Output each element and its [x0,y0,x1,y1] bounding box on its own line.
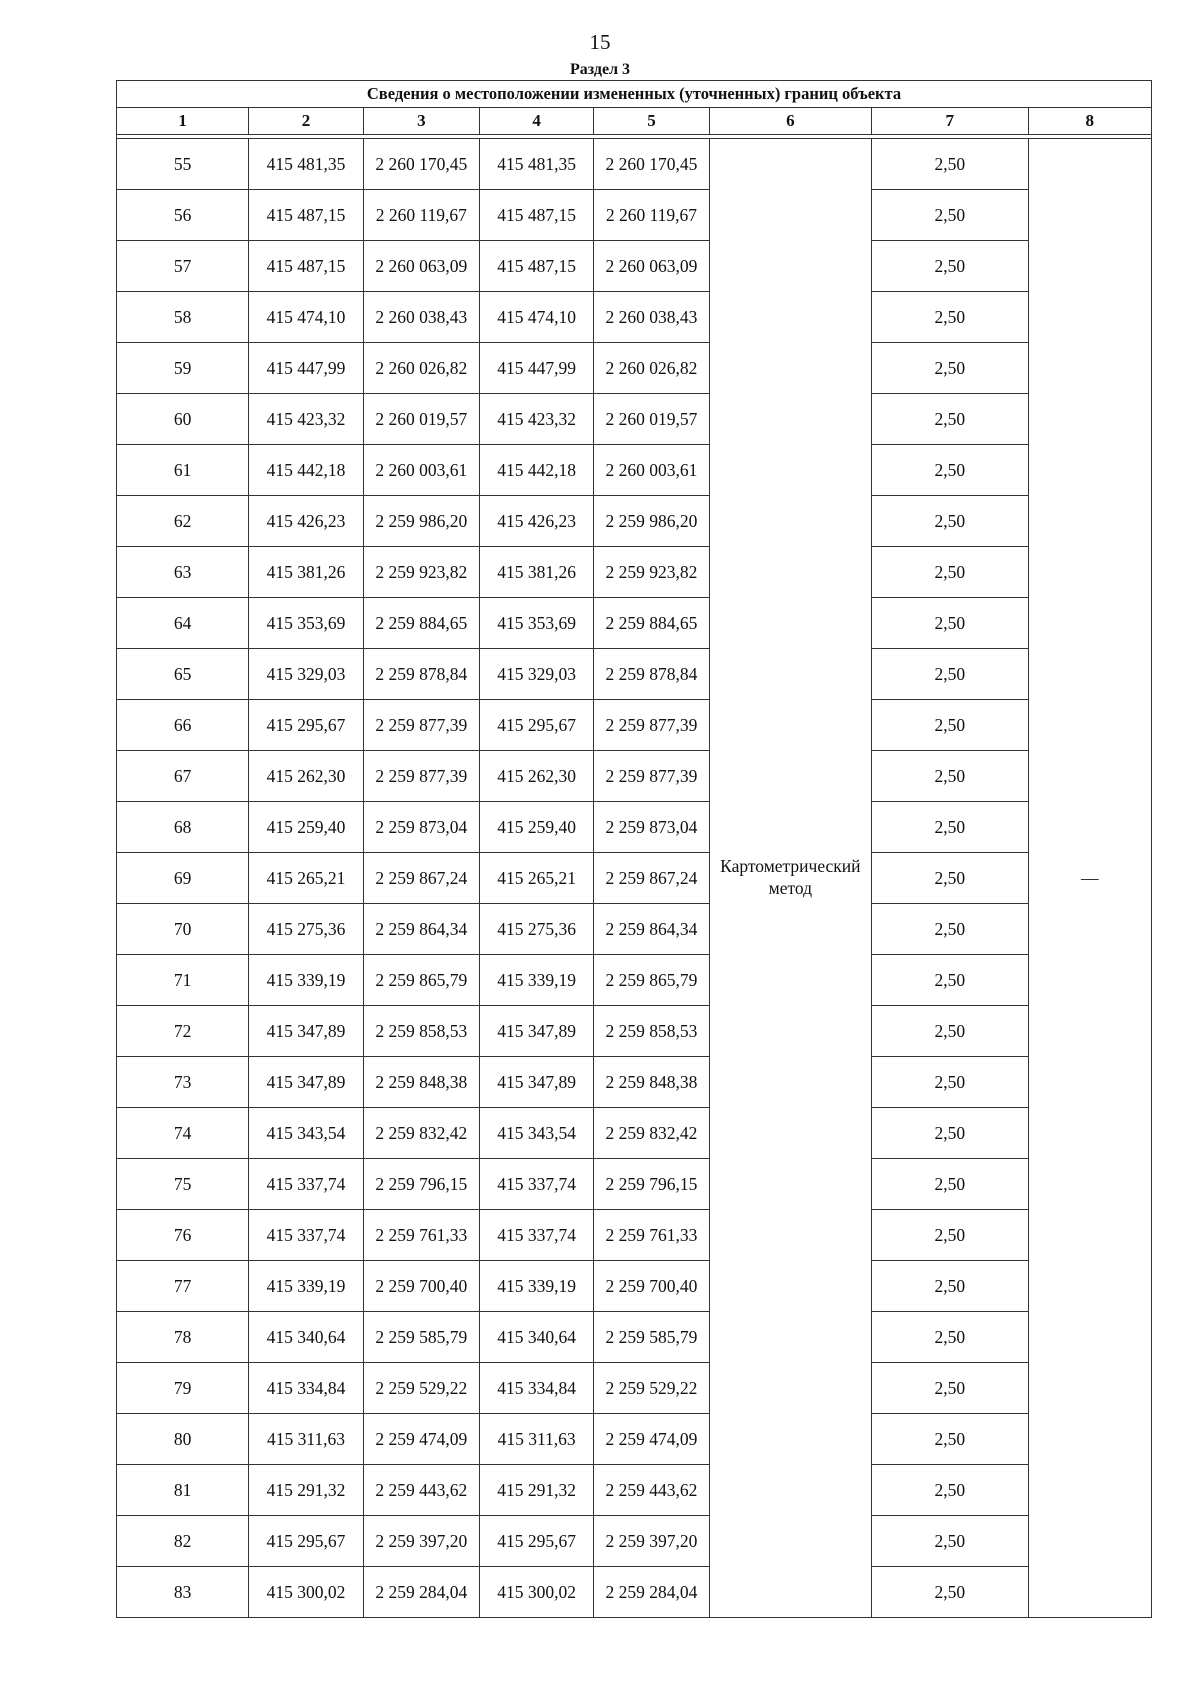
y-coordinate-existing-cell: 2 259 884,65 [363,598,479,649]
accuracy-cell: 2,50 [872,1006,1028,1057]
boundary-coordinates-table [116,80,1152,1618]
accuracy-cell: 2,50 [872,904,1028,955]
accuracy-cell: 2,50 [872,496,1028,547]
y-coordinate-existing-cell: 2 260 063,09 [363,241,479,292]
accuracy-cell: 2,50 [872,1363,1028,1414]
x-coordinate-updated-cell: 415 295,67 [479,700,593,751]
point-number-cell: 77 [117,1261,249,1312]
point-number-cell: 72 [117,1006,249,1057]
x-coordinate-existing-cell: 415 423,32 [249,394,363,445]
accuracy-cell: 2,50 [872,1261,1028,1312]
column-number: 6 [709,108,871,135]
y-coordinate-existing-cell: 2 259 529,22 [363,1363,479,1414]
table-row [117,853,1152,904]
point-number-cell: 59 [117,343,249,394]
point-number-cell: 82 [117,1516,249,1567]
point-number-cell: 61 [117,445,249,496]
table-row [117,190,1152,241]
y-coordinate-existing-cell: 2 259 867,24 [363,853,479,904]
y-coordinate-existing-cell: 2 259 848,38 [363,1057,479,1108]
y-coordinate-existing-cell: 2 259 443,62 [363,1465,479,1516]
y-coordinate-existing-cell: 2 259 923,82 [363,547,479,598]
point-number-cell: 55 [117,139,249,190]
y-coordinate-updated-cell: 2 260 119,67 [594,190,709,241]
accuracy-cell: 2,50 [872,343,1028,394]
x-coordinate-existing-cell: 415 329,03 [249,649,363,700]
table-row [117,496,1152,547]
y-coordinate-existing-cell: 2 259 864,34 [363,904,479,955]
x-coordinate-existing-cell: 415 339,19 [249,955,363,1006]
y-coordinate-updated-cell: 2 259 474,09 [594,1414,709,1465]
point-number-cell: 76 [117,1210,249,1261]
accuracy-cell: 2,50 [872,139,1028,190]
x-coordinate-existing-cell: 415 347,89 [249,1057,363,1108]
x-coordinate-updated-cell: 415 339,19 [479,1261,593,1312]
x-coordinate-updated-cell: 415 340,64 [479,1312,593,1363]
accuracy-cell: 2,50 [872,190,1028,241]
table-row [117,1414,1152,1465]
point-number-cell: 74 [117,1108,249,1159]
x-coordinate-updated-cell: 415 259,40 [479,802,593,853]
y-coordinate-updated-cell: 2 259 865,79 [594,955,709,1006]
x-coordinate-updated-cell: 415 381,26 [479,547,593,598]
accuracy-cell: 2,50 [872,853,1028,904]
point-number-cell: 56 [117,190,249,241]
y-coordinate-existing-cell: 2 260 119,67 [363,190,479,241]
y-coordinate-existing-cell: 2 260 026,82 [363,343,479,394]
y-coordinate-existing-cell: 2 259 796,15 [363,1159,479,1210]
method-cell: Картометрический метод [709,139,871,1618]
y-coordinate-updated-cell: 2 259 284,04 [594,1567,709,1618]
accuracy-cell: 2,50 [872,292,1028,343]
table-row [117,1465,1152,1516]
x-coordinate-existing-cell: 415 275,36 [249,904,363,955]
y-coordinate-updated-cell: 2 259 923,82 [594,547,709,598]
x-coordinate-updated-cell: 415 275,36 [479,904,593,955]
accuracy-cell: 2,50 [872,394,1028,445]
table-row [117,1312,1152,1363]
table-row [117,700,1152,751]
table-caption: Сведения о местоположении измененных (уточненных) границ объекта [117,81,1152,108]
table-row [117,751,1152,802]
table-row [117,445,1152,496]
accuracy-cell: 2,50 [872,802,1028,853]
point-number-cell: 71 [117,955,249,1006]
x-coordinate-existing-cell: 415 442,18 [249,445,363,496]
x-coordinate-updated-cell: 415 447,99 [479,343,593,394]
x-coordinate-updated-cell: 415 334,84 [479,1363,593,1414]
y-coordinate-existing-cell: 2 259 877,39 [363,700,479,751]
x-coordinate-existing-cell: 415 295,67 [249,1516,363,1567]
x-coordinate-updated-cell: 415 295,67 [479,1516,593,1567]
x-coordinate-updated-cell: 415 474,10 [479,292,593,343]
point-number-cell: 83 [117,1567,249,1618]
x-coordinate-existing-cell: 415 347,89 [249,1006,363,1057]
table-row [117,1006,1152,1057]
x-coordinate-updated-cell: 415 339,19 [479,955,593,1006]
x-coordinate-updated-cell: 415 311,63 [479,1414,593,1465]
x-coordinate-existing-cell: 415 487,15 [249,190,363,241]
y-coordinate-updated-cell: 2 259 796,15 [594,1159,709,1210]
y-coordinate-existing-cell: 2 259 877,39 [363,751,479,802]
y-coordinate-existing-cell: 2 259 865,79 [363,955,479,1006]
column-number: 8 [1028,108,1152,135]
table-row [117,139,1152,190]
point-number-cell: 75 [117,1159,249,1210]
x-coordinate-existing-cell: 415 340,64 [249,1312,363,1363]
page-number: 15 [589,30,611,54]
x-coordinate-existing-cell: 415 291,32 [249,1465,363,1516]
table-row [117,649,1152,700]
x-coordinate-updated-cell: 415 262,30 [479,751,593,802]
accuracy-cell: 2,50 [872,1057,1028,1108]
accuracy-cell: 2,50 [872,1465,1028,1516]
table-row [117,1210,1152,1261]
point-number-cell: 58 [117,292,249,343]
table-row [117,343,1152,394]
y-coordinate-existing-cell: 2 259 284,04 [363,1567,479,1618]
y-coordinate-updated-cell: 2 259 848,38 [594,1057,709,1108]
y-coordinate-updated-cell: 2 259 867,24 [594,853,709,904]
y-coordinate-existing-cell: 2 260 170,45 [363,139,479,190]
column-8-dash-cell: — [1028,139,1152,1618]
x-coordinate-existing-cell: 415 300,02 [249,1567,363,1618]
point-number-cell: 78 [117,1312,249,1363]
x-coordinate-existing-cell: 415 381,26 [249,547,363,598]
accuracy-cell: 2,50 [872,445,1028,496]
x-coordinate-updated-cell: 415 291,32 [479,1465,593,1516]
y-coordinate-updated-cell: 2 260 019,57 [594,394,709,445]
x-coordinate-existing-cell: 415 337,74 [249,1210,363,1261]
point-number-cell: 81 [117,1465,249,1516]
y-coordinate-updated-cell: 2 259 877,39 [594,751,709,802]
x-coordinate-existing-cell: 415 262,30 [249,751,363,802]
point-number-cell: 79 [117,1363,249,1414]
accuracy-cell: 2,50 [872,241,1028,292]
point-number-cell: 66 [117,700,249,751]
point-number-cell: 70 [117,904,249,955]
x-coordinate-updated-cell: 415 347,89 [479,1006,593,1057]
y-coordinate-updated-cell: 2 260 170,45 [594,139,709,190]
accuracy-cell: 2,50 [872,1210,1028,1261]
y-coordinate-existing-cell: 2 259 761,33 [363,1210,479,1261]
column-number: 1 [117,108,249,135]
accuracy-cell: 2,50 [872,1567,1028,1618]
y-coordinate-updated-cell: 2 260 038,43 [594,292,709,343]
point-number-cell: 57 [117,241,249,292]
table-row [117,547,1152,598]
x-coordinate-existing-cell: 415 426,23 [249,496,363,547]
column-number: 4 [479,108,593,135]
point-number-cell: 62 [117,496,249,547]
y-coordinate-updated-cell: 2 259 858,53 [594,1006,709,1057]
point-number-cell: 68 [117,802,249,853]
x-coordinate-updated-cell: 415 347,89 [479,1057,593,1108]
point-number-cell: 65 [117,649,249,700]
y-coordinate-existing-cell: 2 259 858,53 [363,1006,479,1057]
y-coordinate-updated-cell: 2 259 397,20 [594,1516,709,1567]
y-coordinate-existing-cell: 2 260 019,57 [363,394,479,445]
y-coordinate-updated-cell: 2 259 986,20 [594,496,709,547]
y-coordinate-updated-cell: 2 259 877,39 [594,700,709,751]
y-coordinate-existing-cell: 2 259 986,20 [363,496,479,547]
table-row [117,1516,1152,1567]
x-coordinate-existing-cell: 415 481,35 [249,139,363,190]
y-coordinate-updated-cell: 2 259 700,40 [594,1261,709,1312]
x-coordinate-updated-cell: 415 329,03 [479,649,593,700]
y-coordinate-updated-cell: 2 259 529,22 [594,1363,709,1414]
point-number-cell: 64 [117,598,249,649]
y-coordinate-updated-cell: 2 259 761,33 [594,1210,709,1261]
y-coordinate-existing-cell: 2 259 585,79 [363,1312,479,1363]
table-row [117,394,1152,445]
y-coordinate-existing-cell: 2 259 397,20 [363,1516,479,1567]
y-coordinate-existing-cell: 2 259 474,09 [363,1414,479,1465]
accuracy-cell: 2,50 [872,955,1028,1006]
x-coordinate-updated-cell: 415 353,69 [479,598,593,649]
y-coordinate-existing-cell: 2 260 038,43 [363,292,479,343]
column-number: 5 [594,108,709,135]
x-coordinate-updated-cell: 415 426,23 [479,496,593,547]
accuracy-cell: 2,50 [872,547,1028,598]
table-row [117,802,1152,853]
table-row [117,1363,1152,1414]
x-coordinate-updated-cell: 415 423,32 [479,394,593,445]
accuracy-cell: 2,50 [872,598,1028,649]
table-row [117,241,1152,292]
y-coordinate-updated-cell: 2 259 878,84 [594,649,709,700]
point-number-cell: 60 [117,394,249,445]
point-number-cell: 73 [117,1057,249,1108]
point-number-cell: 69 [117,853,249,904]
y-coordinate-updated-cell: 2 260 003,61 [594,445,709,496]
x-coordinate-existing-cell: 415 311,63 [249,1414,363,1465]
x-coordinate-updated-cell: 415 300,02 [479,1567,593,1618]
x-coordinate-existing-cell: 415 265,21 [249,853,363,904]
y-coordinate-updated-cell: 2 259 884,65 [594,598,709,649]
accuracy-cell: 2,50 [872,1516,1028,1567]
y-coordinate-updated-cell: 2 259 873,04 [594,802,709,853]
point-number-cell: 67 [117,751,249,802]
x-coordinate-existing-cell: 415 337,74 [249,1159,363,1210]
y-coordinate-updated-cell: 2 260 063,09 [594,241,709,292]
y-coordinate-updated-cell: 2 259 443,62 [594,1465,709,1516]
table-row [117,1261,1152,1312]
point-number-cell: 80 [117,1414,249,1465]
x-coordinate-existing-cell: 415 353,69 [249,598,363,649]
accuracy-cell: 2,50 [872,751,1028,802]
table-row [117,904,1152,955]
table-row [117,598,1152,649]
accuracy-cell: 2,50 [872,1159,1028,1210]
accuracy-cell: 2,50 [872,1108,1028,1159]
x-coordinate-existing-cell: 415 474,10 [249,292,363,343]
x-coordinate-updated-cell: 415 442,18 [479,445,593,496]
accuracy-cell: 2,50 [872,649,1028,700]
column-number-row [117,108,1152,135]
y-coordinate-updated-cell: 2 259 832,42 [594,1108,709,1159]
table-row [117,292,1152,343]
point-number-cell: 63 [117,547,249,598]
y-coordinate-updated-cell: 2 259 585,79 [594,1312,709,1363]
column-number: 2 [249,108,363,135]
table-row [117,1108,1152,1159]
x-coordinate-existing-cell: 415 487,15 [249,241,363,292]
y-coordinate-existing-cell: 2 259 700,40 [363,1261,479,1312]
x-coordinate-existing-cell: 415 339,19 [249,1261,363,1312]
accuracy-cell: 2,50 [872,1414,1028,1465]
x-coordinate-existing-cell: 415 334,84 [249,1363,363,1414]
y-coordinate-existing-cell: 2 259 878,84 [363,649,479,700]
x-coordinate-existing-cell: 415 343,54 [249,1108,363,1159]
table-row [117,1057,1152,1108]
column-number: 7 [872,108,1028,135]
y-coordinate-existing-cell: 2 259 873,04 [363,802,479,853]
x-coordinate-updated-cell: 415 337,74 [479,1159,593,1210]
y-coordinate-existing-cell: 2 259 832,42 [363,1108,479,1159]
table-row [117,1159,1152,1210]
accuracy-cell: 2,50 [872,700,1028,751]
x-coordinate-updated-cell: 415 487,15 [479,241,593,292]
x-coordinate-existing-cell: 415 295,67 [249,700,363,751]
accuracy-cell: 2,50 [872,1312,1028,1363]
x-coordinate-updated-cell: 415 337,74 [479,1210,593,1261]
y-coordinate-existing-cell: 2 260 003,61 [363,445,479,496]
x-coordinate-updated-cell: 415 265,21 [479,853,593,904]
table-row [117,955,1152,1006]
x-coordinate-updated-cell: 415 487,15 [479,190,593,241]
x-coordinate-existing-cell: 415 447,99 [249,343,363,394]
section-title: Раздел 3 [569,61,631,78]
y-coordinate-updated-cell: 2 259 864,34 [594,904,709,955]
y-coordinate-updated-cell: 2 260 026,82 [594,343,709,394]
x-coordinate-updated-cell: 415 343,54 [479,1108,593,1159]
column-number: 3 [363,108,479,135]
x-coordinate-existing-cell: 415 259,40 [249,802,363,853]
table-row [117,1567,1152,1618]
x-coordinate-updated-cell: 415 481,35 [479,139,593,190]
